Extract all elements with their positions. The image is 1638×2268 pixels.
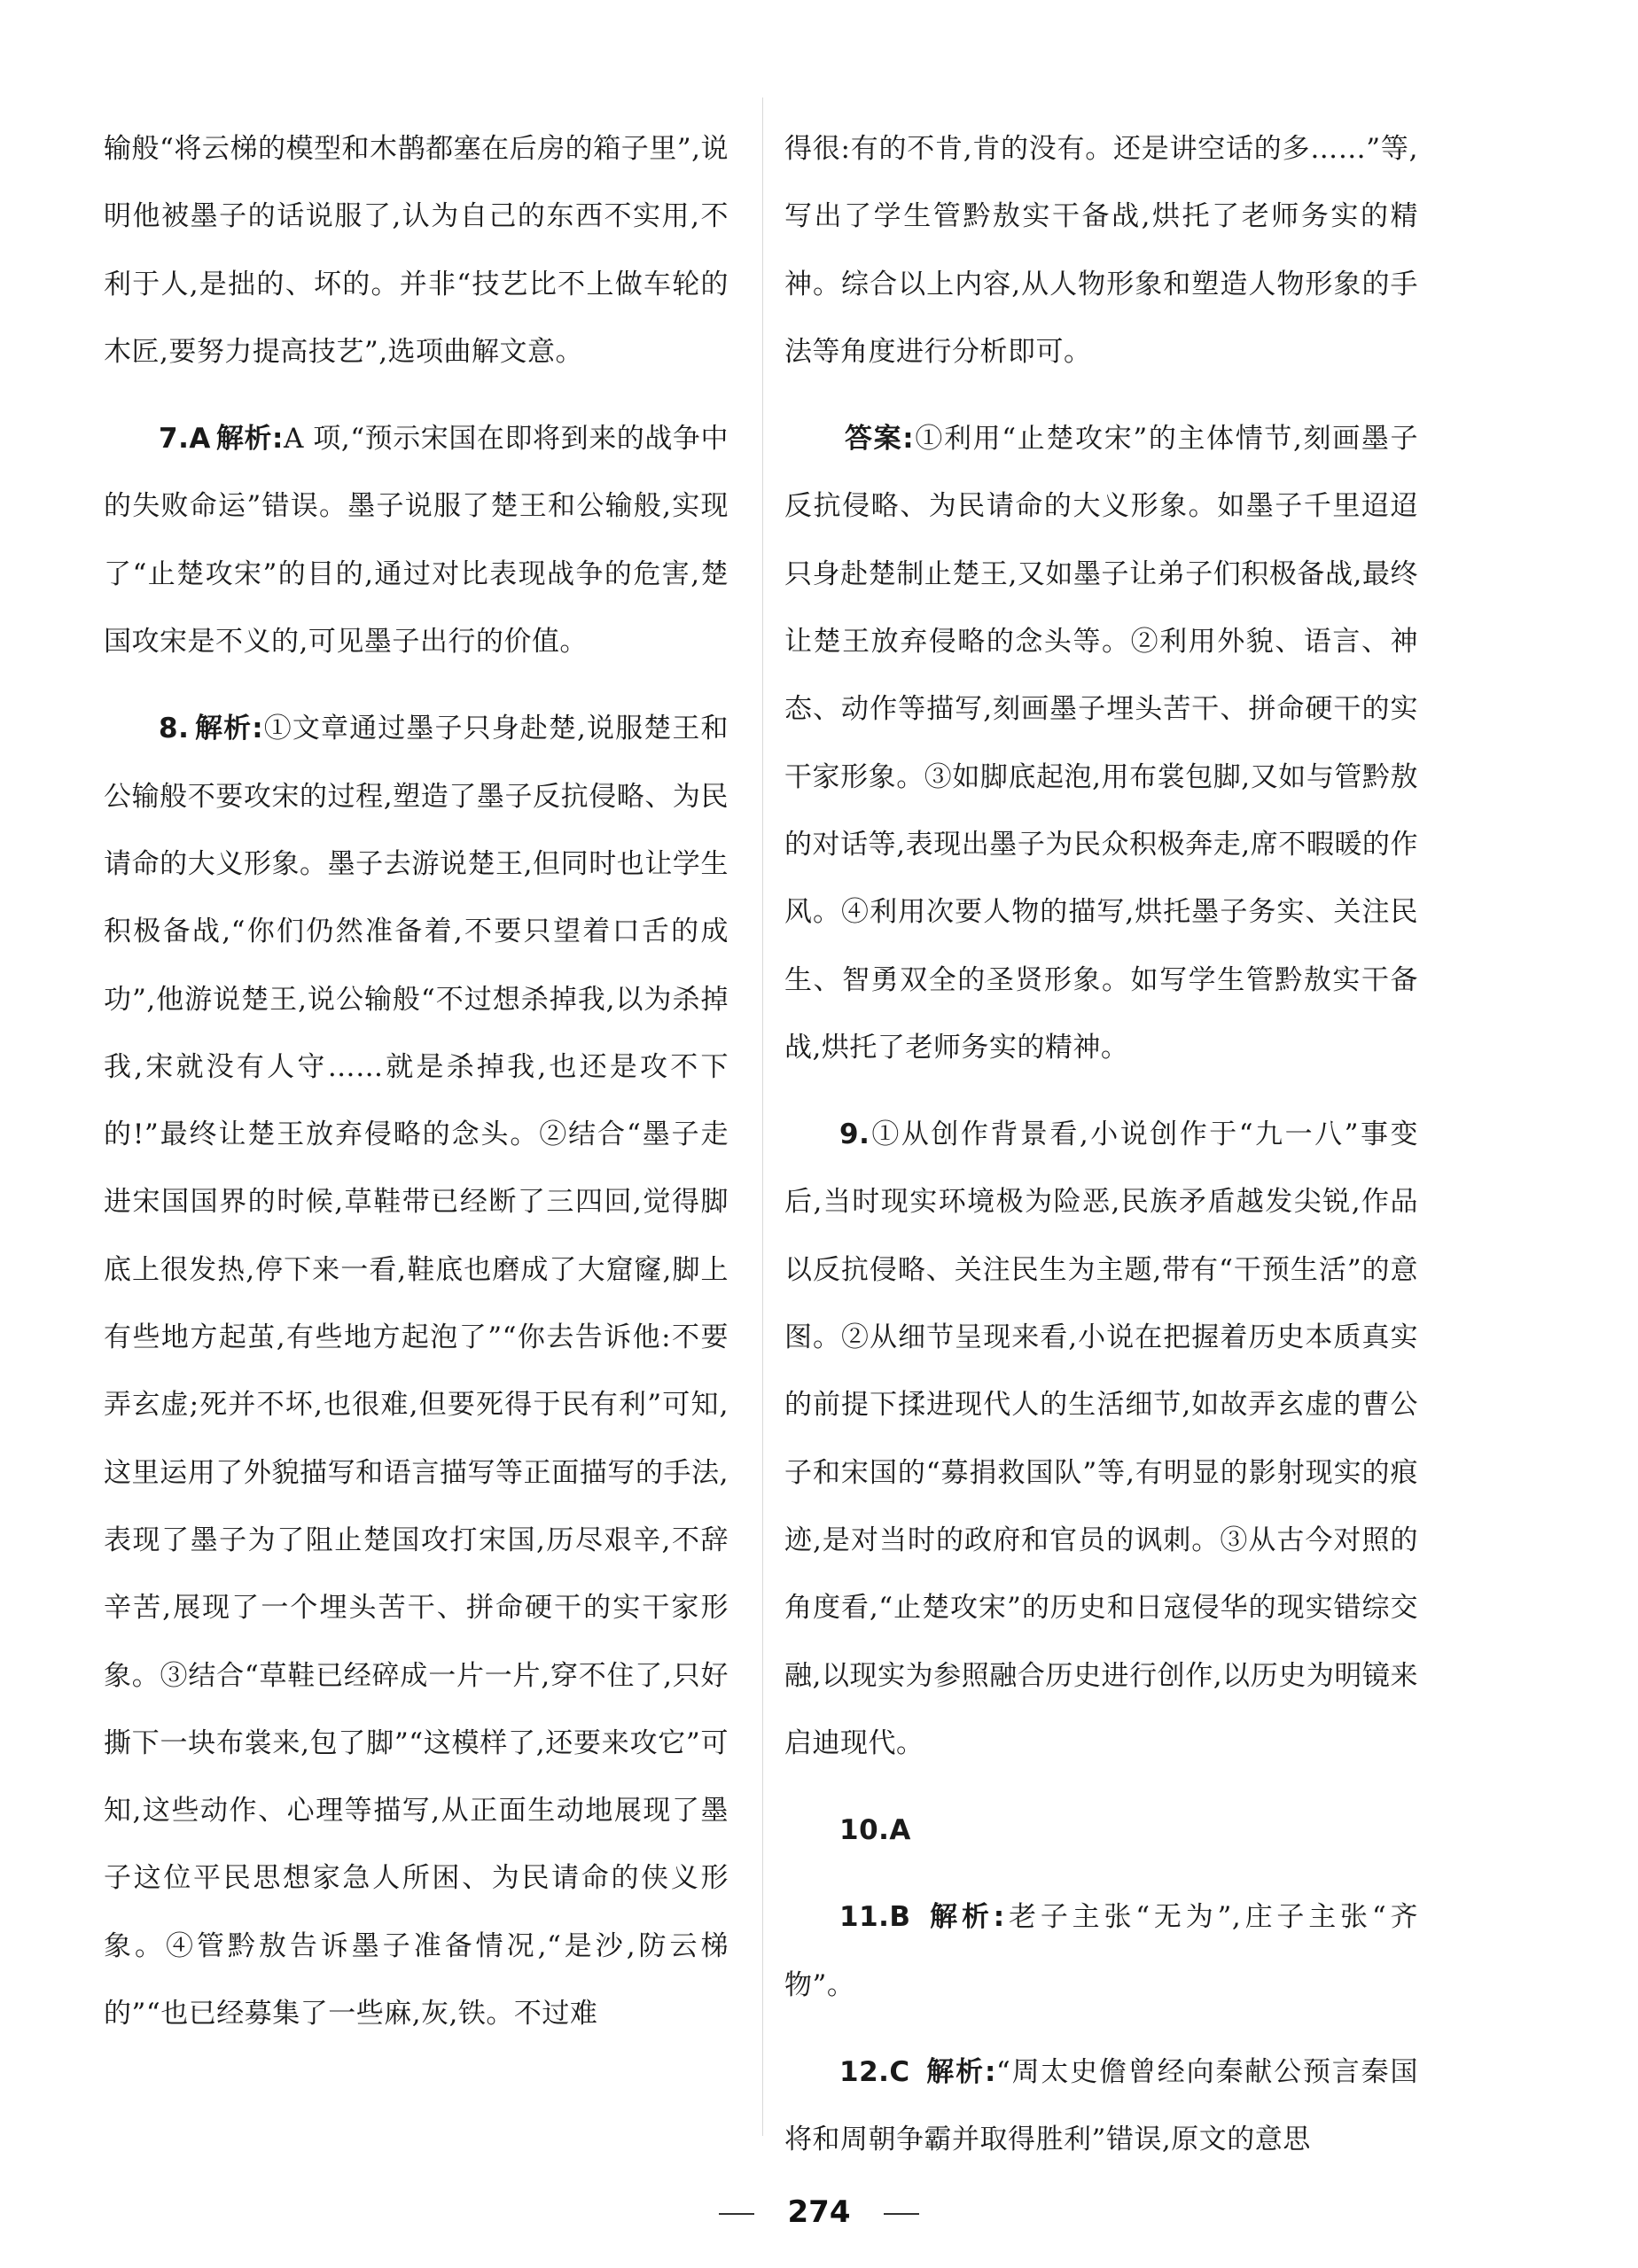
label-tag: 解析: [916,1901,1005,1934]
paragraph-p7 [784,1796,1418,1864]
label-tag: 答案: [845,423,915,456]
question-number: 9. [839,1118,870,1151]
paragraph-text: ①利用“止楚攻宋”的主体情节,刻画墨子反抗侵略、为民请命的大义形象。如墨子千里迢迢只身赴楚制止楚王,又如墨子让弟子们积极备战,最终让楚王放弃侵略的念头等。②利用外貌、语言、神态、动作等描写,刻画墨子埋头苦干、拼命硬干的实干家形象。③如脚底起泡,用布裳包脚,又如与管黔敖的对话等,表现出墨子为民众积极奔走,席不暇暖的作风。④利用次要人物的描写,烘托墨子务实、关注民生、智勇双全的圣贤形象。如写学生管黔敖实干备战,烘托了老师务实的精神。 [784,423,1418,1064]
label-tag: 解析: [215,423,284,456]
paragraph-text: ①文章通过墨子只身赴楚,说服楚王和公输般不要攻宋的过程,塑造了墨子反抗侵略、为民请命的大义形象。墨子去游说楚王,但同时也让学生积极备战,“你们仍然准备着,不要只望着口舌的成功”,他游说楚王,说公输般“不过想杀掉我,以为杀掉我,宋就没有人守……就是杀掉我,也还是攻不下的!”最终让楚王放弃侵略的念头。②结合“墨子走进宋国国界的时候,草鞋带已经断了三四回,觉得脚底上很发热,停下来一看,鞋底也磨成了大窟窿,脚上有些地方起茧,有些地方起泡了”“你去告诉他:不要弄玄虚;死并不坏,也很难,但要死得于民有利”可知,这里运用了外貌描写和语言描写等正面描写的手法,表现了墨子为了阻止楚国攻打宋国,历尽艰辛,不辞辛苦,展现了一个埋头苦干、拼命硬干的实干家形象。③结合“草鞋已经碎成一片一片,穿不住了,只好撕下一块布裳来,包了脚”“这模样了,还要来攻它”可知,这些动作、心理等描写,从正面生动地展现了墨子这位平民思想家急人所困、为民请命的侠义形象。④管黔敖告诉墨子准备情况,“是沙,防云梯的”“也已经募集了一些麻,灰,铁。不过难 [104,713,729,2030]
page-footer [0,2194,1638,2230]
question-number: 8. [159,713,190,745]
question-number: 11.B [839,1901,911,1934]
question-number: 12.C [839,2056,910,2089]
paragraph-text: 输般“将云梯的模型和木鹊都塞在后房的箱子里”,说明他被墨子的话说服了,认为自己的东西不实用,不利于人,是拙的、坏的。并非“技艺比不上做车轮的木匠,要努力提高技艺”,选项曲解文意。 [104,133,729,368]
paragraph-p3 [104,695,729,2047]
right-column [784,115,1418,2194]
paragraph-text: A 项,“预示宋国在即将到来的战争中的失败命运”错误。墨子说服了楚王和公输般,实现了“止楚攻宋”的目的,通过对比表现战争的危害,楚国攻宋是不义的,可见墨子出行的价值。 [104,423,729,659]
page-number: 274 [787,2194,851,2230]
question-number: 7.A [159,423,211,456]
paragraph-text: 得很:有的不肯,肯的没有。还是讲空话的多……”等,写出了学生管黔敖实干备战,烘托了老师务实的精神。综合以上内容,从人物形象和塑造人物形象的手法等角度进行分析即可。 [784,133,1418,368]
footer-dash-left [719,2213,754,2215]
footer-dash-right [884,2213,919,2215]
paragraph-p2 [104,405,729,675]
label-tag: 解析: [915,2056,996,2089]
paragraph-p9 [784,2038,1418,2174]
paragraph-p8 [784,1883,1418,2019]
paragraph-p5 [784,405,1418,1081]
left-column [104,115,729,2067]
paragraph-text: ①从创作背景看,小说创作于“九一八”事变后,当时现实环境极为险恶,民族矛盾越发尖锐,作品以反抗侵略、关注民生为主题,带有“干预生活”的意图。②从细节呈现来看,小说在把握着历史本质真实的前提下揉进现代人的生活细节,如故弄玄虚的曹公子和宋国的“募捐救国队”等,有明显的影射现实的痕迹,是对当时的政府和官员的讽刺。③从古今对照的角度看,“止楚攻宋”的历史和日寇侵华的现实错综交融,以现实为参照融合历史进行创作,以历史为明镜来启迪现代。 [784,1118,1418,1759]
paragraph-p1 [104,115,729,386]
label-tag: 解析: [194,713,264,745]
paragraph-text: “周太史儋曾经向秦献公预言秦国将和周朝争霸并取得胜利”错误,原文的意思 [784,2056,1418,2156]
paragraph-p4 [784,115,1418,386]
column-divider [762,97,763,2136]
paragraph-p6 [784,1101,1418,1777]
question-number: 10.A [839,1814,911,1847]
paragraph-text: 老子主张“无为”,庄子主张“齐物”。 [784,1901,1418,2001]
